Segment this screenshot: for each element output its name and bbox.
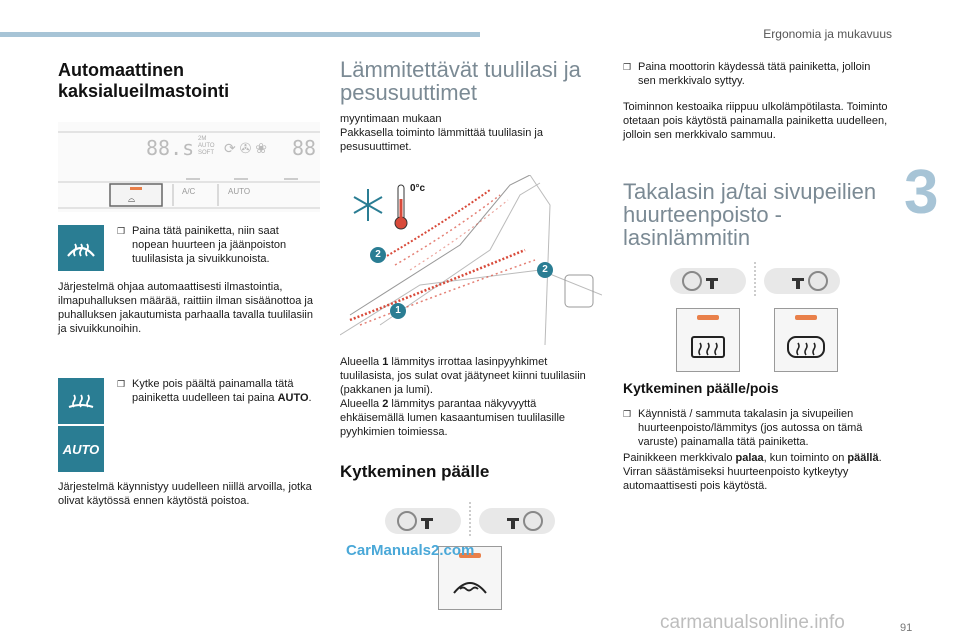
windshield-defrost-icon — [58, 225, 104, 271]
area1-number: 1 — [382, 356, 389, 368]
bullet-marker: ❒ — [117, 226, 126, 236]
col1-bullet1-text: Paina tätä painiketta, niin saat nopean huurteen ja jäänpoiston tuulilasista ja sivuikkunoista. — [132, 225, 287, 265]
bullet2-auto-bold: AUTO — [277, 392, 309, 404]
col2-title-line2: pesusuuttimet — [340, 80, 477, 105]
climate-panel-illustration — [58, 122, 320, 212]
col3-subtitle: Kytkeminen päälle/pois — [623, 380, 779, 396]
rear-defrost-icon — [58, 378, 104, 424]
area2-number: 2 — [382, 398, 389, 410]
col1-bullet2 — [117, 377, 317, 405]
col3-bullet1 — [623, 60, 888, 88]
marker-2-left: 2 — [375, 249, 381, 260]
col1-para2: Järjestelmä käynnistyy uudelleen niillä arvoilla, jotka olivat käytössä ennen käytöstä poistoa. — [58, 481, 312, 507]
section-title: Ergonomia ja mukavuus — [763, 27, 892, 41]
panel-label-ac: A/C — [182, 187, 196, 196]
col1-para1: Järjestelmä ohjaa automaattisesti ilmastointia, ilmapuhalluksen määrää, raittiin ilman sisäänottoa ja puhalluksen jakautumista parhaalla tavalla tuulilasiin ja sivuikkunoihin. — [58, 281, 313, 335]
col3-title-line3: lasinlämmitin — [623, 225, 751, 250]
rear-mirror-defrost-icon — [786, 333, 826, 363]
col3-para2 — [623, 451, 888, 493]
windshield-heat-icon — [450, 569, 490, 599]
rear-mirror-defrost-led — [795, 315, 817, 320]
col3-bullet2-text: Käynnistä / sammuta takalasin ja sivupeilien huurteenpoisto/lämmitys (jos autossa on tämä varuste) painamalla tätä painiketta. — [638, 408, 863, 448]
col2-area-para — [340, 355, 602, 439]
col3-title-line1: Takalasin ja/tai sivupeilien — [623, 179, 877, 204]
col1-title-line1: Automaattinen — [58, 60, 184, 80]
panel-mini-2m: 2M — [198, 136, 207, 142]
col3-title — [623, 180, 893, 249]
para2-bold-paalla: päällä — [847, 452, 879, 464]
col1-title — [58, 60, 229, 102]
bullet-marker: ❒ — [623, 409, 632, 419]
area1-prefix: Alueella — [340, 356, 383, 368]
rear-defrost-button-icon — [688, 333, 728, 363]
col3-bullet2 — [623, 407, 888, 449]
steering-wheel-buttons-illustration — [385, 502, 555, 538]
col2-title — [340, 58, 610, 104]
panel-mini-auto: AUTO — [198, 143, 215, 149]
rear-defrost-button[interactable] — [676, 308, 740, 372]
marker-2-right: 2 — [542, 264, 548, 275]
chapter-number: 3 — [904, 158, 939, 227]
col2-intro — [340, 112, 602, 154]
bullet2-text-end: . — [308, 392, 312, 404]
watermark-carmanualsonline: carmanualsonline.info — [660, 612, 845, 633]
bullet2-text-a: Kytke pois päältä painamalla tätä painiketta uudelleen tai paina — [132, 378, 294, 404]
bullet-marker: ❒ — [117, 379, 126, 389]
panel-mini-soft: SOFT — [198, 150, 214, 156]
temp-label: 0°c — [410, 183, 426, 194]
page-number: 91 — [900, 622, 913, 634]
panel-display-temp-right: 88 — [292, 136, 317, 160]
col1-title-line2: kaksialueilmastointi — [58, 81, 230, 101]
col1-bullet2-text — [132, 377, 317, 405]
marker-1: 1 — [395, 305, 401, 316]
para2-bold-palaa: palaa — [735, 452, 764, 464]
col2-subtitle: Kytkeminen päälle — [340, 462, 490, 481]
para2-text-c: , kun toiminto on — [763, 452, 848, 464]
auto-button-icon: AUTO — [58, 426, 104, 472]
area2-prefix: Alueella — [340, 398, 383, 410]
panel-display-mini — [198, 136, 215, 157]
area2-text: lämmitys parantaa näkyvyyttä ehkäisemällä lumen kasaantumisen tuulilasille pyyhkimien toimiessa. — [340, 398, 566, 438]
col3-para1: Toiminnon kestoaika riippuu ulkolämpötilasta. Toiminto otetaan pois käytöstä painamalla painiketta uudelleen, jolloin sen merkkivalo sammuu. — [623, 101, 888, 141]
para2-text-a: Painikkeen merkkivalo — [623, 452, 736, 464]
panel-windshield-button-icon: ⌓ — [128, 194, 136, 204]
panel-display-temp-left: 88.s — [146, 136, 195, 160]
area1-text: lämmitys irrottaa lasinpyyhkimet tuulilasista, jos sulat ovat jäätyneet kiinni tuulilasiin (pakkanen ja lumi). — [340, 356, 586, 396]
col2-intro1: myyntimaan mukaan — [340, 113, 442, 125]
col1-bullet1 — [117, 224, 317, 266]
col3-bullet1-text: Paina moottorin käydessä tätä painiketta, jolloin sen merkkivalo syttyy. — [638, 61, 871, 87]
col3-title-line2: huurteenpoisto - — [623, 202, 782, 227]
heated-windshield-illustration — [340, 175, 602, 345]
panel-label-auto: AUTO — [228, 187, 251, 196]
col2-title-line1: Lämmitettävät tuulilasi ja — [340, 57, 581, 82]
para3-text: Virran säästämiseksi huurteenpoisto kytkeytyy automaattisesti pois käytöstä. — [623, 466, 849, 492]
watermark-carmanuals2: CarManuals2.com — [346, 542, 475, 559]
header-bar — [0, 32, 480, 37]
rear-steering-wheel-illustration — [670, 262, 840, 298]
col2-intro2: Pakkasella toiminto lämmittää tuulilasin ja pesusuuttimet. — [340, 127, 543, 153]
rear-defrost-led — [697, 315, 719, 320]
para2-text-d: . — [878, 452, 882, 464]
panel-recirc-icon: ⟳ ✇ ❀ — [224, 140, 267, 156]
bullet-marker: ❒ — [623, 62, 632, 72]
rear-mirror-defrost-button[interactable] — [774, 308, 838, 372]
